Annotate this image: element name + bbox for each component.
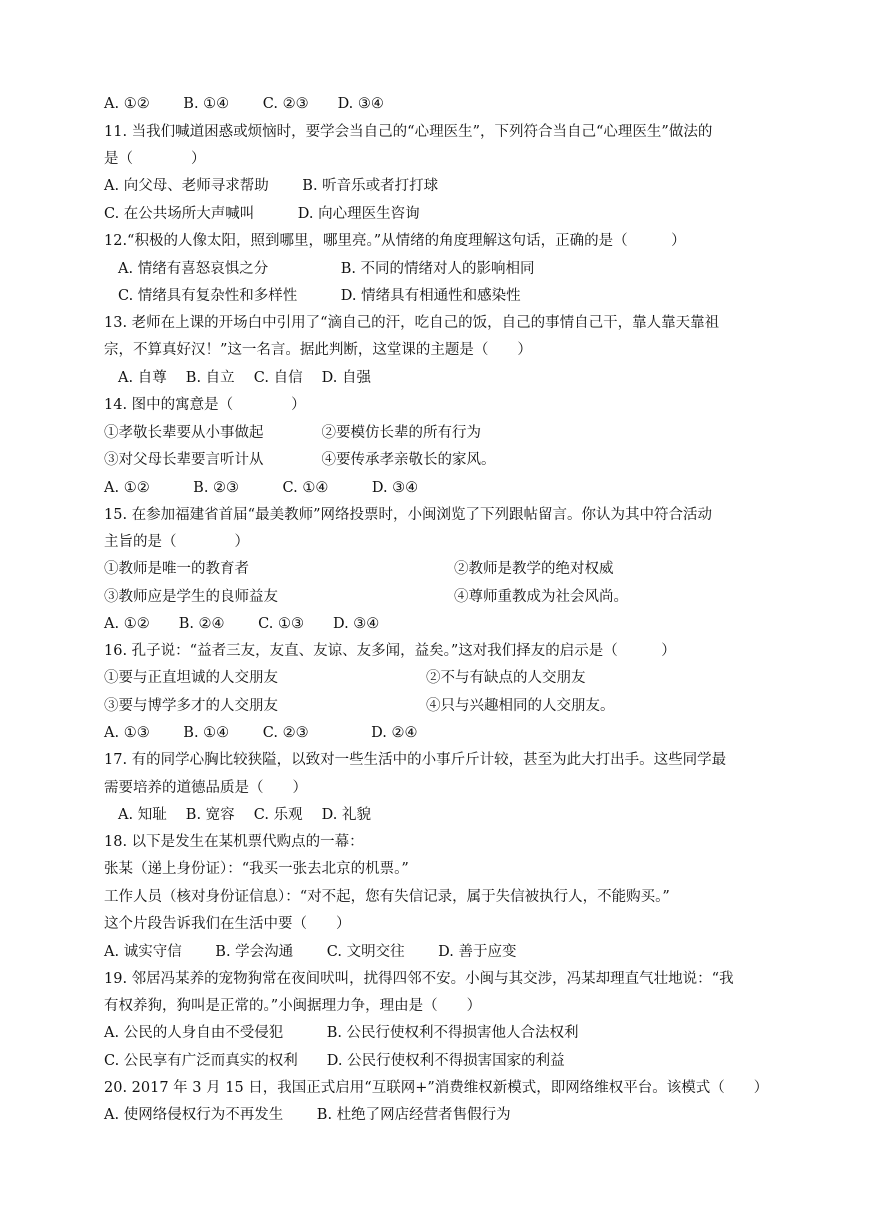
text-line: 这个片段告诉我们在生活中要（ ） bbox=[104, 916, 351, 932]
text-line: ④尊师重教成为社会风尚。 bbox=[454, 589, 628, 605]
text-line: ③要与博学多才的人交朋友 bbox=[104, 698, 278, 714]
text-line: A. 使网络侵权行为不再发生 B. 杜绝了网店经营者售假行为 bbox=[104, 1107, 511, 1123]
text-line: C. 在公共场所大声喊叫 D. 向心理医生咨询 bbox=[104, 206, 420, 222]
text-line: A. ①② B. ②③ C. ①④ D. ③④ bbox=[104, 480, 419, 496]
text-line: A. 公民的人身自由不受侵犯 B. 公民行使权利不得损害他人合法权利 bbox=[104, 1025, 579, 1041]
question-17: 17. 有的同学心胸比较狭隘，以致对一些生活中的小事斤斤计较，甚至为此大打出手。这些同学最 bbox=[104, 752, 727, 768]
text-line: 有权养狗，狗叫是正常的。”小闽据理力争，理由是（ ） bbox=[104, 998, 482, 1014]
question-13: 13. 老师在上课的开场白中引用了“滴自己的汗，吃自己的饭，自己的事情自己干，靠人靠天靠祖 bbox=[104, 315, 720, 331]
text-line: 需要培养的道德品质是（ ） bbox=[104, 780, 307, 796]
question-19: 19. 邻居冯某养的宠物狗常在夜间吠叫，扰得四邻不安。小闽与其交涉，冯某却理直气壮地说：“我 bbox=[104, 971, 734, 987]
text-line: ①要与正直坦诚的人交朋友 bbox=[104, 670, 278, 686]
text-line: ②不与有缺点的人交朋友 bbox=[426, 670, 586, 686]
text-line: ④只与兴趣相同的人交朋友。 bbox=[426, 698, 615, 714]
question-20: 20. 2017 年 3 月 15 日，我国正式启用“互联网+”消费维权新模式，即网络维权平台。该模式（ ） bbox=[104, 1080, 769, 1096]
text-line: 主旨的是（ ） bbox=[104, 534, 249, 550]
text-line: A. 向父母、老师寻求帮助 B. 听音乐或者打打球 bbox=[104, 178, 439, 194]
text-line: A. ①② B. ①④ C. ②③ D. ③④ bbox=[104, 96, 384, 112]
text-line: 宗，不算真好汉！”这一名言。据此判断，这堂课的主题是（ ） bbox=[104, 342, 532, 358]
question-14: 14. 图中的寓意是（ ） bbox=[104, 397, 306, 413]
text-line: ①孝敬长辈要从小事做起 ②要模仿长辈的所有行为 bbox=[104, 425, 481, 441]
text-line: A. ①② B. ②④ C. ①③ D. ③④ bbox=[104, 616, 380, 632]
text-line: 工作人员（核对身份证信息）：“对不起，您有失信记录，属于失信被执行人，不能购买。” bbox=[104, 889, 670, 905]
question-15: 15. 在参加福建省首届“最美教师”网络投票时，小闽浏览了下列跟帖留言。你认为其中符合活动 bbox=[104, 507, 712, 523]
text-line: A. 知耻 B. 宽容 C. 乐观 D. 礼貌 bbox=[118, 807, 372, 823]
text-line: A. 自尊 B. 自立 C. 自信 D. 自强 bbox=[118, 370, 372, 386]
text-line: ③教师应是学生的良师益友 bbox=[104, 589, 278, 605]
text-line: 张某（递上身份证）：“我买一张去北京的机票。” bbox=[104, 861, 409, 877]
text-line: C. 公民享有广泛而真实的权利 D. 公民行使权利不得损害国家的利益 bbox=[104, 1053, 565, 1069]
text-line: A. ①③ B. ①④ C. ②③ D. ②④ bbox=[104, 725, 418, 741]
question-18: 18. 以下是发生在某机票代购点的一幕： bbox=[104, 834, 364, 850]
text-line: A. 情绪有喜怒哀惧之分 B. 不同的情绪对人的影响相同 bbox=[118, 261, 535, 277]
text-line: ①教师是唯一的教育者 bbox=[104, 561, 249, 577]
question-16: 16. 孔子说：“益者三友，友直、友谅、友多闻，益矣。”这对我们择友的启示是（ ） bbox=[104, 643, 676, 659]
text-line: A. 诚实守信 B. 学会沟通 C. 文明交往 D. 善于应变 bbox=[104, 944, 517, 960]
question-11: 11. 当我们喊道困惑或烦恼时，要学会当自己的“心理医生”，下列符合当自己“心理医生”做法的 bbox=[104, 124, 713, 140]
question-12: 12.“积极的人像太阳，照到哪里，哪里亮。”从情绪的角度理解这句话，正确的是（ ） bbox=[104, 233, 686, 249]
text-line: ②教师是教学的绝对权威 bbox=[454, 561, 614, 577]
text-line: C. 情绪具有复杂性和多样性 D. 情绪具有相通性和感染性 bbox=[118, 288, 521, 304]
text-line: ③对父母长辈要言听计从 ④要传承孝亲敬长的家风。 bbox=[104, 452, 496, 468]
text-line: 是（ ） bbox=[104, 151, 206, 167]
